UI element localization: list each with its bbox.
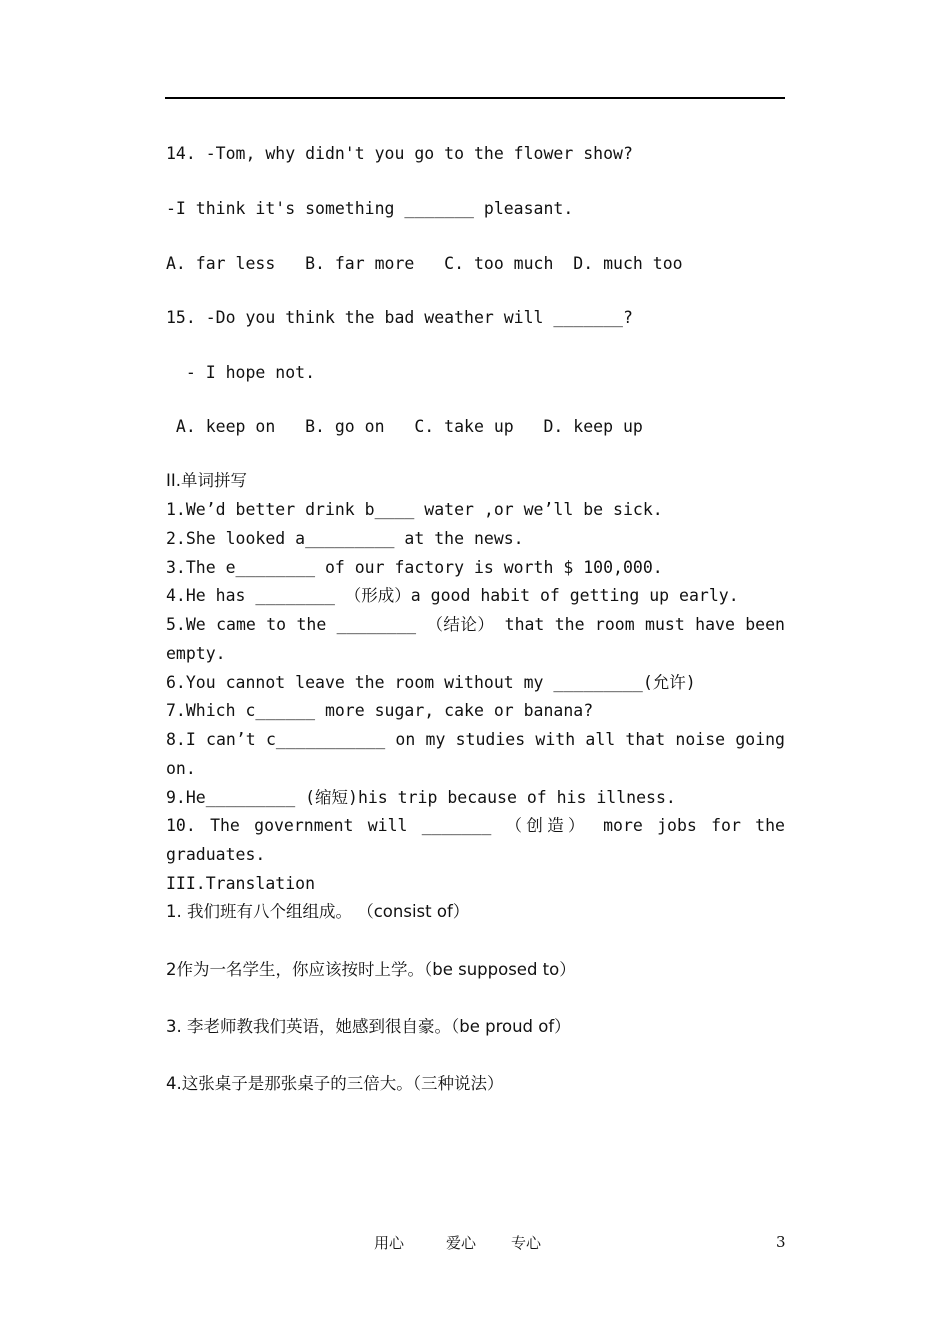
spelling-item-8-cont: on. — [166, 759, 196, 778]
spelling-item-2: 2.She looked a_________ at the news. — [166, 529, 524, 548]
question-14-stem: 14. -Tom, why didn't you go to the flower show? — [166, 144, 633, 163]
question-15-stem: 15. -Do you think the bad weather will _______? — [166, 308, 633, 327]
footer-motto-2: 爱心 — [446, 1234, 477, 1252]
header-rule — [165, 97, 785, 99]
question-14-reply: -I think it's something _______ pleasant. — [166, 199, 574, 218]
question-15-options: A. keep on B. go on C. take up D. keep up — [166, 417, 643, 436]
spelling-item-3: 3.The e________ of our factory is worth $ 100,000. — [166, 558, 663, 577]
question-15-reply: - I hope not. — [166, 363, 316, 382]
translation-item-4: 4.这张桌子是那张桌子的三倍大。（三种说法） — [166, 1074, 504, 1093]
spelling-item-8: 8.I can’t c___________ on my studies with all that noise going — [166, 730, 785, 749]
spelling-heading: II.单词拼写 — [166, 471, 247, 490]
spelling-item-5: 5.We came to the ________ （结论） that the room must have been — [166, 615, 785, 634]
spelling-item-10: 10. The government will _______ （创造） more jobs for the — [166, 816, 785, 835]
translation-item-1: 1. 我们班有八个组组成。 （consist of） — [166, 902, 470, 921]
spelling-item-1: 1.We’d better drink b____ water ,or we’ll be sick. — [166, 500, 663, 519]
page-number: 3 — [776, 1233, 786, 1251]
spelling-item-5-cont: empty. — [166, 644, 226, 663]
spelling-item-6: 6.You cannot leave the room without my _________(允许) — [166, 673, 696, 692]
footer-motto-1: 用心 — [374, 1234, 405, 1252]
translation-item-3: 3. 李老师教我们英语，她感到很自豪。（be proud of） — [166, 1017, 571, 1036]
question-14-options: A. far less B. far more C. too much D. much too — [166, 254, 683, 273]
translation-heading: III.Translation — [166, 874, 316, 893]
spelling-item-7: 7.Which c______ more sugar, cake or banana? — [166, 701, 594, 720]
spelling-item-4: 4.He has ________ （形成）a good habit of getting up early. — [166, 586, 739, 605]
spelling-item-10-cont: graduates. — [166, 845, 266, 864]
translation-item-2: 2作为一名学生，你应该按时上学。（be supposed to） — [166, 960, 576, 979]
footer-motto-3: 专心 — [511, 1234, 542, 1252]
spelling-item-9: 9.He_________ (缩短)his trip because of his illness. — [166, 788, 676, 807]
